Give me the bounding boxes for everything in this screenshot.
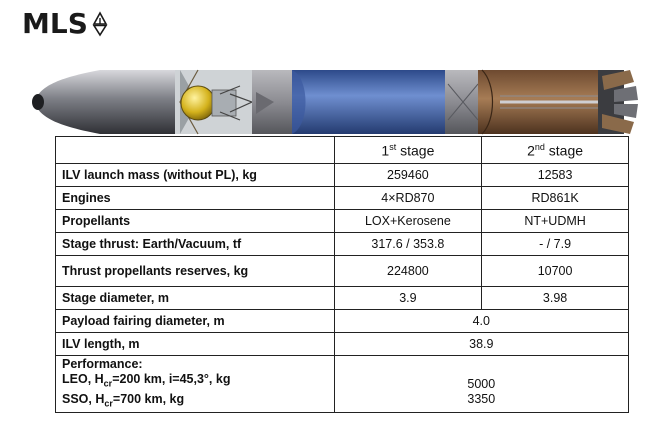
mls-logo	[22, 7, 108, 40]
performance-label	[56, 356, 335, 413]
table-row	[56, 256, 629, 287]
row-label: Propellants	[56, 210, 335, 233]
stage2-value: NT+UDMH	[482, 210, 629, 233]
row-label: Thrust propellants reserves, kg	[56, 256, 335, 287]
stage2-value: 10700	[482, 256, 629, 287]
performance-values	[334, 356, 628, 413]
header-stage-1: 1st stage	[334, 137, 482, 164]
stage1-value: 259460	[334, 164, 482, 187]
table-row	[56, 164, 629, 187]
stage2-value: RD861K	[482, 187, 629, 210]
combined-value: 4.0	[334, 310, 628, 333]
table-row	[56, 233, 629, 256]
leo-value: 5000	[467, 376, 496, 391]
row-label: ILV length, m	[56, 333, 335, 356]
table-row	[56, 287, 629, 310]
stage1-value: 3.9	[334, 287, 482, 310]
sso-value: 3350	[467, 391, 496, 406]
performance-title: Performance:	[62, 357, 143, 371]
table-header-row	[56, 137, 629, 164]
row-label: Stage thrust: Earth/Vacuum, tf	[56, 233, 335, 256]
combined-value: 38.9	[334, 333, 628, 356]
row-label: Payload fairing diameter, m	[56, 310, 335, 333]
table-row	[56, 210, 629, 233]
stage1-value: 224800	[334, 256, 482, 287]
table-row	[56, 333, 629, 356]
stage2-value: - / 7.9	[482, 233, 629, 256]
logo-text: MLS	[22, 7, 88, 40]
performance-row	[56, 356, 629, 413]
stage1-value: 4×RD870	[334, 187, 482, 210]
leo-label: LEO, $H_{cr}=200$ km, i=45,3°, kg	[62, 372, 231, 389]
specifications-table	[55, 136, 629, 413]
logo-emblem-icon	[92, 10, 108, 38]
table-row	[56, 187, 629, 210]
header-blank-cell	[56, 137, 335, 164]
stage2-value: 12583	[482, 164, 629, 187]
header-stage-2: 2nd stage	[482, 137, 629, 164]
row-label: ILV launch mass (without PL), kg	[56, 164, 335, 187]
sso-label: SSO, $H_{cr}=700$ km, kg	[62, 391, 185, 408]
stage1-value: LOX+Kerosene	[334, 210, 482, 233]
row-label: Stage diameter, m	[56, 287, 335, 310]
table-row	[56, 310, 629, 333]
stage2-value: 3.98	[482, 287, 629, 310]
stage1-value: 317.6 / 353.8	[334, 233, 482, 256]
rocket-cutaway-illustration	[30, 64, 642, 140]
row-label: Engines	[56, 187, 335, 210]
